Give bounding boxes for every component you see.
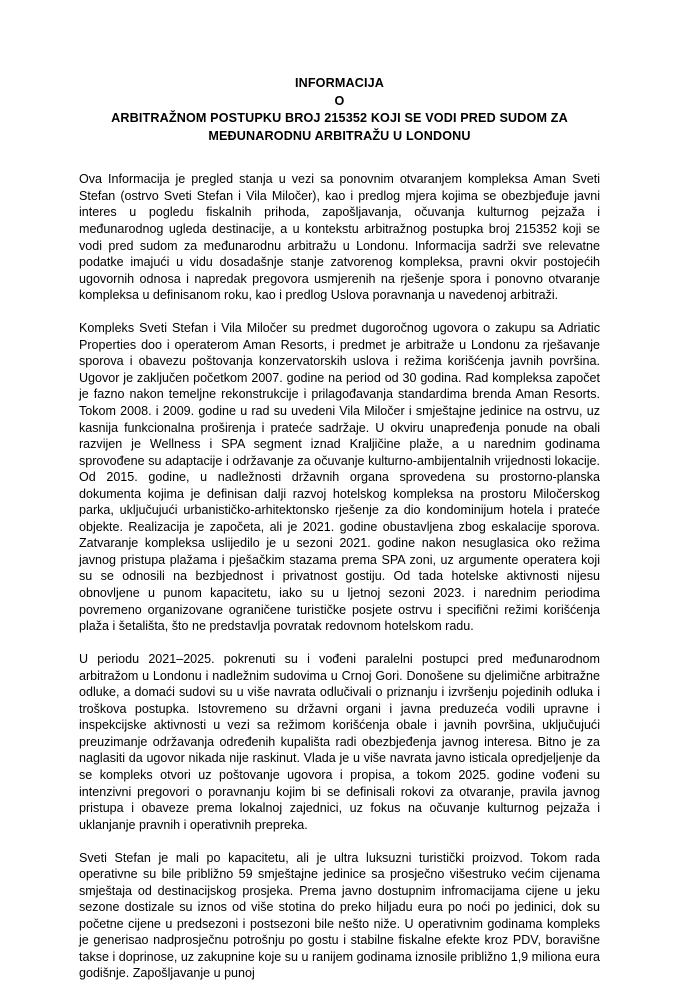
document-content: [79, 0, 600, 982]
title-line-subject: ARBITRAŽNOM POSTUPKU BROJ 215352 KOJI SE VODI PRED SUDOM ZA MEĐUNARODNU ARBITRAŽU U LONDONU: [111, 111, 568, 143]
paragraph-1: Ova Informacija je pregled stanja u vezi sa ponovnim otvaranjem kompleksa Aman Sveti Stefan (ostrvo Sveti Stefan i Vila Miločer), kao i predlog mjera kojima se obezbjeđuje javni interes u pogledu fiskalnih prihoda, zapošljavanja, očuvanja kulturnog pejzaža i međunarodnog ugleda destinacije, a u kontekstu arbitražnog postupka broj 215352 koji se vodi pred sudom za međunarodnu arbitražu u Londonu. Informacija sadrži sve relevatne podatke imajući u vidu dosadašnje stanje zatvorenog kompleksa, pravni okvir postojećih ugovornih odnosa i napredak pregovora usmjerenih na rješenje spora i ponovno otvaranje kompleksa u definisanom roku, kao i predlog Uslova poravnanja u navedenoj arbitraži.: [79, 172, 600, 303]
paragraph-3: U periodu 2021–2025. pokrenuti su i vođeni paralelni postupci pred međunarodnom arbitražom u Londonu i nadležnim sudovima u Crnoj Gori. Donošene su djelimične arbitražne odluke, a domaći sudovi su u više navrata odlučivali o priznanju i izvršenju pojedinih odluka i troškova postupka. Istovremeno su državni organi i javna preduzeća vodili upravne i inspekcijske aktivnosti u vezi sa režimom korišćenja obale i javnih površina, uključujući preuzimanje održavanja određenih kupališta radi obezbjeđenja javnog interesa. Bitno je za naglasiti da ugovor nikada nije raskinut. Vlada je u više navrata javno isticala opredjeljenje da se kompleks otvori uz poštovanje ugovora i propisa, a tokom 2025. godine vođeni su intenzivni pregovori o poravnanju kojim bi se definisali rokovi za otvaranje, pravila javnog pristupa i obaveze prema lokalnoj zajednici, uz fokus na očuvanje kulturnog pejzaža i uklanjanje pravnih i operativnih prepreka.: [79, 652, 600, 832]
title-line-informacija: INFORMACIJA: [294, 76, 385, 90]
paragraph-4: Sveti Stefan je mali po kapacitetu, ali je ultra luksuzni turistički proizvod. Tokom rada operativne su bile približno 59 smještajne jedinice sa prosječno višestruko većim cijenama smještaja od destinacijskog prosjeka. Prema javno dostupnim infromacijama cijene u jeku sezone dostizale su iznos od više stotina do preko hiljadu eura po noći po jedinici, dok su početne cijene u predsezoni i postsezoni bile nešto niže. U operativnim godinama kompleks je generisao nadprosječnu potrošnju po gostu i stabilne fiskalne efekte kroz PDV, boravišne takse i doprinose, uz zakupnine koje su u ranijem godinama iznosile približno 1,9 miliona eura godišnje. Zapošljavanje u punoj: [79, 850, 600, 981]
title-line-o: O: [334, 93, 345, 108]
document-body: [79, 171, 600, 982]
page-title: [79, 0, 600, 145]
paragraph-2: Kompleks Sveti Stefan i Vila Miločer su predmet dugoročnog ugovora o zakupu sa Adriatic Properties doo i operaterom Aman Resorts, i predmet je arbitraže u Londonu za rješavanje sporova i obavezu poštovanja konzervatorskih uslova i režima korišćenja javnih površina. Ugovor je zaključen početkom 2007. godine na period od 30 godina. Rad kompleksa započet je fazno nakon temeljne rekonstrukcije i prilagođavanja standardima brenda Aman Resorts. Tokom 2008. i 2009. godine u rad su uvedeni Vila Miločer i smještajne jedinice na ostrvu, uz kasnija funkcionalna proširenja i prateće sadržaje. U okviru unapređenja ponude na obali razvijen je Wellness i SPA segment iznad Kraljičine plaže, a u narednim godinama sprovođene su adaptacije i održavanje za očuvanje kulturno-ambijentalnih vrijednosti lokacije. Od 2015. godine, u nadležnosti državnih organa sprovedena su prostorno-planska dokumenta kojima je definisan dalji razvoj hotelskog kompleksa na prostoru Miločerskog parka, uključujući urbanističko-arhitektonsko rješenje za dio kondominijum hotela i prateće objekte. Realizacija je započeta, ali je 2021. godine obustavljena zbog eskalacije sporova. Zatvaranje kompleksa uslijedilo je u sezoni 2021. godine nakon nesuglasica oko režima javnog pristupa plažama i pješačkim stazama prema SPA zoni, uz argumente operatera koji su se odnosili na bezbjednost i privatnost gostiju. Od tada hotelske aktivnosti nijesu obnovljene u punom kapacitetu, iako su u ljetnoj sezoni 2023. i narednim periodima povremeno organizovane ograničene turističke posjete ostrvu i specifični režimi korišćenja plaža i šetališta, što ne predstavlja povratak redovnom hotelskom radu.: [79, 321, 600, 634]
